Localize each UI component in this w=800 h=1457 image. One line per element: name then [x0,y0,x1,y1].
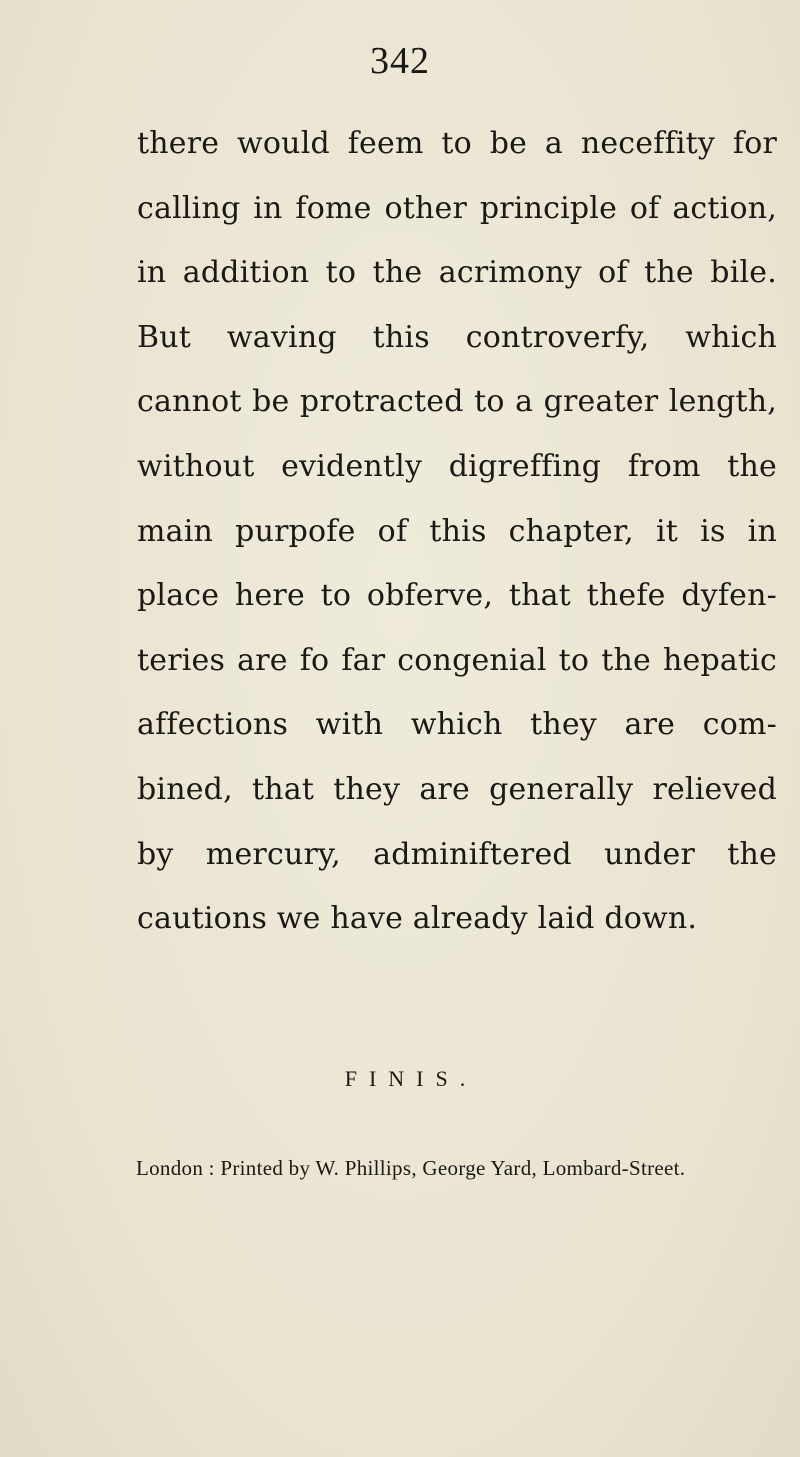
finis-heading: FINIS. [344,1066,478,1091]
text-line: there would feem to be a neceffity for [137,126,777,161]
text-line: place here to obferve, that thefe dyfen- [137,578,777,614]
text-line: bined, that they are generally relieved [137,771,777,807]
text-line: without evidently digreffing from the [137,448,777,484]
text-line: teries are fo far congenial to the hepatic [137,642,777,678]
text-line-last: cautions we have already laid down. [137,901,698,937]
text-line: calling in fome other principle of action, [137,190,777,226]
text-line: affections with which they are com- [137,707,777,743]
text-line: in addition to the acrimony of the bile. [137,255,777,291]
body-text [137,112,777,952]
page-number: 342 [370,40,430,82]
text-line: But waving this controverfy, which [137,319,777,355]
printer-imprint: London : Printed by W. Phillips, George Yard, Lombard-Street. [136,1156,686,1180]
text-line: main purpofe of this chapter, it is in [137,513,777,549]
text-line: cannot be protracted to a greater length, [137,384,777,420]
text-line: by mercury, adminiftered under the [137,836,777,872]
